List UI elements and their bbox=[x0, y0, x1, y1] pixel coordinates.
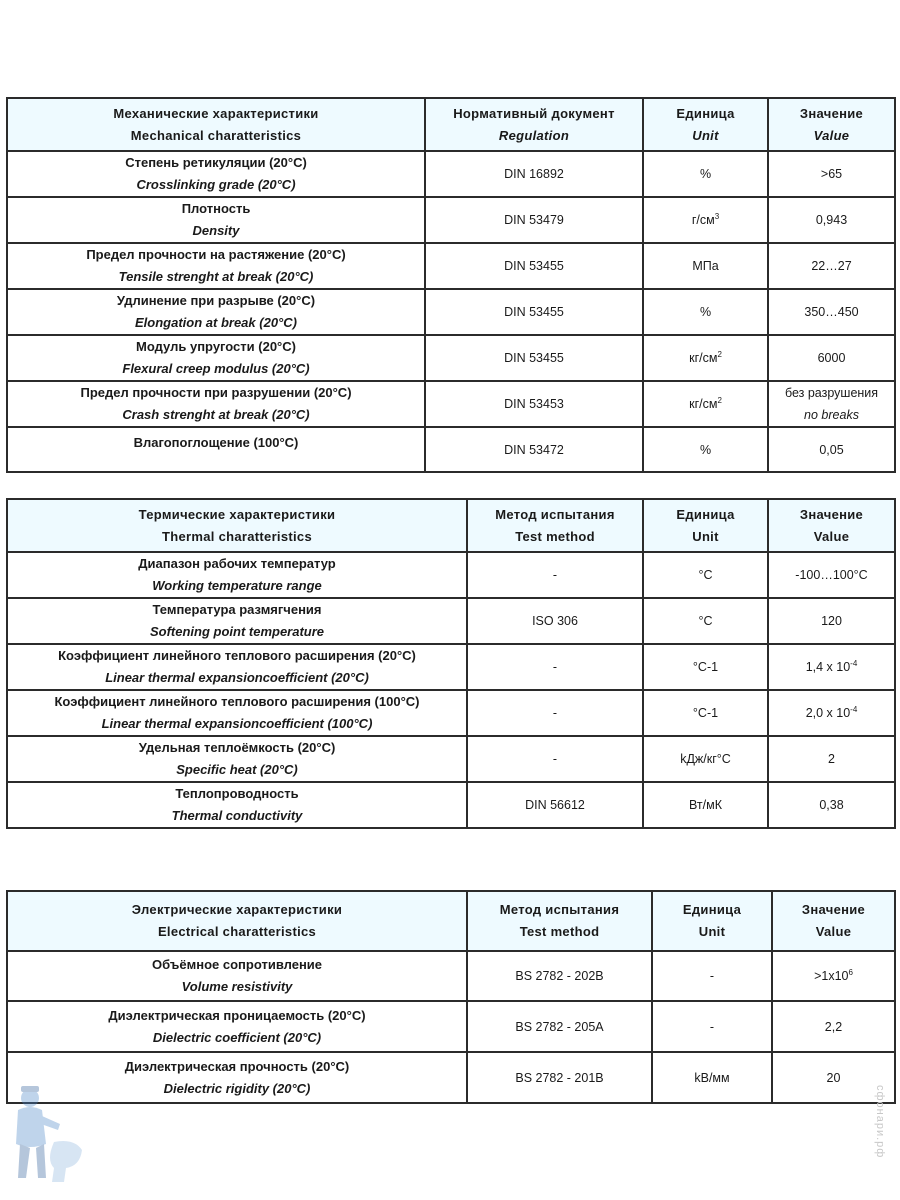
row-name bbox=[7, 552, 467, 598]
header-unit-en: Unit bbox=[698, 924, 726, 939]
electrical-table bbox=[6, 890, 896, 1104]
header-name-en: Electrical charatteristics bbox=[157, 924, 317, 939]
header-name-ru: Электрические характеристики bbox=[131, 902, 343, 917]
row-name-en: Specific heat (20°C) bbox=[176, 762, 298, 777]
row-value: 350…450 bbox=[768, 289, 895, 335]
row-name bbox=[7, 151, 425, 197]
row-unit: - bbox=[652, 1001, 772, 1052]
row-value: -100…100°C bbox=[768, 552, 895, 598]
row-name-ru: Объёмное сопротивление bbox=[151, 957, 323, 972]
row-value-line1: без разрушения bbox=[784, 386, 879, 400]
row-value: 0,38 bbox=[768, 782, 895, 828]
table-row bbox=[7, 552, 895, 598]
header-characteristic bbox=[7, 499, 467, 552]
row-value-text: 2,0 х 10 bbox=[805, 706, 851, 720]
row-method: BS 2782 - 202B bbox=[467, 951, 652, 1001]
table-row bbox=[7, 1001, 895, 1052]
row-name bbox=[7, 598, 467, 644]
table-row bbox=[7, 243, 895, 289]
header-unit-ru: Единица bbox=[676, 105, 735, 121]
header-doc-en: Test method bbox=[515, 528, 595, 544]
table-row bbox=[7, 151, 895, 197]
row-method: BS 2782 - 201B bbox=[467, 1052, 652, 1103]
table-header-row bbox=[7, 98, 895, 151]
row-unit: МПа bbox=[643, 243, 768, 289]
row-name-en: Linear thermal expansioncoefficient (100°C) bbox=[101, 716, 373, 731]
row-value: 20 bbox=[772, 1052, 895, 1103]
row-unit-text: г/см bbox=[691, 213, 715, 227]
row-value-text: >1x10 bbox=[814, 969, 849, 983]
mechanical-table bbox=[6, 97, 896, 473]
header-value bbox=[768, 98, 895, 151]
header-value bbox=[768, 499, 895, 552]
header-value-ru: Значение bbox=[801, 902, 866, 917]
row-unit: % bbox=[643, 151, 768, 197]
row-unit: °C-1 bbox=[643, 644, 768, 690]
row-value: >65 bbox=[768, 151, 895, 197]
row-name-en: Crash strenght at break (20°C) bbox=[122, 407, 310, 422]
row-name bbox=[7, 736, 467, 782]
table-header-row bbox=[7, 499, 895, 552]
row-method: DIN 53472 bbox=[425, 427, 643, 472]
row-value bbox=[768, 690, 895, 736]
row-name bbox=[7, 243, 425, 289]
header-value-ru: Значение bbox=[799, 506, 864, 522]
row-name-en: Flexural creep modulus (20°C) bbox=[122, 361, 310, 376]
row-method: BS 2782 - 205A bbox=[467, 1001, 652, 1052]
row-value-sup: 6 bbox=[848, 967, 853, 977]
header-doc-ru: Метод испытания bbox=[495, 506, 615, 522]
row-name-en: Tensile strenght at break (20°C) bbox=[118, 269, 314, 284]
row-value-line2: no breaks bbox=[804, 408, 859, 422]
row-unit bbox=[643, 335, 768, 381]
row-method: DIN 16892 bbox=[425, 151, 643, 197]
row-name bbox=[7, 690, 467, 736]
row-name bbox=[7, 289, 425, 335]
header-doc bbox=[467, 499, 643, 552]
table-row bbox=[7, 1052, 895, 1103]
header-name-en: Mechanical charatteristics bbox=[130, 127, 302, 143]
row-unit bbox=[643, 197, 768, 243]
row-value bbox=[772, 951, 895, 1001]
row-name-ru: Модуль упругости (20°C) bbox=[136, 339, 296, 354]
header-unit-en: Unit bbox=[692, 528, 719, 544]
row-unit: kВ/мм bbox=[652, 1052, 772, 1103]
header-value-ru: Значение bbox=[799, 105, 864, 121]
row-name-ru: Коэффициент линейного теплового расширения (20°C) bbox=[58, 648, 416, 663]
row-name-en: Elongation at break (20°C) bbox=[135, 315, 297, 330]
header-doc-en: Regulation bbox=[498, 127, 570, 143]
row-value-sup: -4 bbox=[850, 658, 858, 668]
table-row bbox=[7, 782, 895, 828]
row-name-en: Thermal conductivity bbox=[171, 808, 303, 823]
row-method: - bbox=[467, 552, 643, 598]
table-row bbox=[7, 289, 895, 335]
row-value bbox=[768, 381, 895, 427]
row-unit-text: кг/см bbox=[689, 351, 718, 365]
row-value: 2,2 bbox=[772, 1001, 895, 1052]
header-unit bbox=[652, 891, 772, 951]
row-method: DIN 53453 bbox=[425, 381, 643, 427]
row-unit: °C bbox=[643, 598, 768, 644]
row-name-ru: Предел прочности при разрушении (20°C) bbox=[80, 385, 352, 400]
table-row bbox=[7, 335, 895, 381]
row-value: 6000 bbox=[768, 335, 895, 381]
row-name-en: Density bbox=[192, 223, 240, 238]
row-unit: % bbox=[643, 289, 768, 335]
row-unit: - bbox=[652, 951, 772, 1001]
row-value: 22…27 bbox=[768, 243, 895, 289]
header-unit bbox=[643, 499, 768, 552]
header-unit bbox=[643, 98, 768, 151]
row-value-text: 1,4 х 10 bbox=[805, 660, 851, 674]
table-row bbox=[7, 736, 895, 782]
row-name bbox=[7, 1001, 467, 1052]
header-value bbox=[772, 891, 895, 951]
row-name bbox=[7, 782, 467, 828]
table-row bbox=[7, 427, 895, 472]
table-row bbox=[7, 598, 895, 644]
row-method: - bbox=[467, 644, 643, 690]
table-row bbox=[7, 381, 895, 427]
row-name-ru: Теплопроводность bbox=[175, 786, 299, 801]
row-name bbox=[7, 381, 425, 427]
row-name-ru: Степень ретикуляции (20°C) bbox=[125, 155, 307, 170]
row-method: DIN 53455 bbox=[425, 243, 643, 289]
header-value-en: Value bbox=[815, 924, 852, 939]
row-unit-sup: 2 bbox=[717, 395, 722, 405]
row-method: - bbox=[467, 736, 643, 782]
row-name-en: Crosslinking grade (20°C) bbox=[136, 177, 296, 192]
table-row bbox=[7, 644, 895, 690]
row-name-ru: Температура размягчения bbox=[152, 602, 322, 617]
header-unit-ru: Единица bbox=[682, 902, 742, 917]
table-row bbox=[7, 951, 895, 1001]
row-name bbox=[7, 951, 467, 1001]
row-name-ru: Предел прочности на растяжение (20°C) bbox=[86, 247, 346, 262]
row-method: - bbox=[467, 690, 643, 736]
header-characteristic bbox=[7, 98, 425, 151]
row-name-ru: Диапазон рабочих температур bbox=[138, 556, 336, 571]
row-method: ISO 306 bbox=[467, 598, 643, 644]
row-name-ru: Диэлектрическая прочность (20°C) bbox=[124, 1058, 350, 1074]
table-header-row bbox=[7, 891, 895, 951]
row-value-sup: -4 bbox=[850, 704, 858, 714]
header-name-en: Thermal charatteristics bbox=[162, 528, 312, 544]
row-unit: °C-1 bbox=[643, 690, 768, 736]
header-name-ru: Механические характеристики bbox=[113, 105, 319, 121]
header-unit-en: Unit bbox=[692, 127, 719, 143]
header-doc-ru: Нормативный документ bbox=[453, 105, 615, 121]
header-doc-en: Test method bbox=[519, 924, 600, 939]
header-value-en: Value bbox=[813, 528, 850, 544]
row-name-ru: Удлинение при разрыве (20°C) bbox=[116, 293, 316, 308]
row-name bbox=[7, 644, 467, 690]
row-unit: Вт/мК bbox=[643, 782, 768, 828]
row-unit-sup: 2 bbox=[717, 349, 722, 359]
header-name-ru: Термические характеристики bbox=[138, 506, 336, 522]
row-value: 0,943 bbox=[768, 197, 895, 243]
row-unit bbox=[643, 381, 768, 427]
row-method: DIN 56612 bbox=[467, 782, 643, 828]
header-value-en: Value bbox=[813, 127, 850, 143]
row-name-en: Volume resistivity bbox=[181, 979, 293, 994]
header-doc bbox=[467, 891, 652, 951]
row-value: 0,05 bbox=[768, 427, 895, 472]
table-row bbox=[7, 197, 895, 243]
header-unit-ru: Единица bbox=[676, 506, 735, 522]
thermal-table bbox=[6, 498, 896, 829]
row-name-en: Softening point temperature bbox=[149, 624, 325, 639]
row-unit: °C bbox=[643, 552, 768, 598]
row-name bbox=[7, 427, 425, 472]
row-method: DIN 53455 bbox=[425, 289, 643, 335]
row-name-ru: Коэффициент линейного теплового расширения (100°C) bbox=[54, 694, 420, 709]
row-name-en: Working temperature range bbox=[152, 578, 322, 593]
row-method: DIN 53455 bbox=[425, 335, 643, 381]
row-name-en: Dielectric coefficient (20°C) bbox=[152, 1029, 322, 1045]
row-name bbox=[7, 335, 425, 381]
plumber-logo-icon bbox=[8, 1082, 88, 1192]
header-doc bbox=[425, 98, 643, 151]
row-name-ru: Плотность bbox=[181, 201, 251, 216]
row-name bbox=[7, 197, 425, 243]
header-characteristic bbox=[7, 891, 467, 951]
row-name-ru: Диэлектрическая проницаемость (20°C) bbox=[108, 1007, 366, 1023]
row-unit-text: кг/см bbox=[689, 397, 718, 411]
row-value: 2 bbox=[768, 736, 895, 782]
row-value: 120 bbox=[768, 598, 895, 644]
row-name-en: Linear thermal expansioncoefficient (20°C) bbox=[105, 670, 369, 685]
site-watermark: сфонари.рф bbox=[874, 1085, 886, 1159]
row-unit-sup: 3 bbox=[714, 211, 720, 221]
header-doc-ru: Метод испытания bbox=[499, 902, 620, 917]
row-unit: % bbox=[643, 427, 768, 472]
row-value bbox=[768, 644, 895, 690]
row-name-ru: Удельная теплоёмкость (20°C) bbox=[138, 740, 336, 755]
row-name-en: Dielectric rigidity (20°C) bbox=[163, 1080, 311, 1096]
row-unit: kДж/кг°C bbox=[643, 736, 768, 782]
row-method: DIN 53479 bbox=[425, 197, 643, 243]
table-row bbox=[7, 690, 895, 736]
row-name-ru: Влагопоглощение (100°C) bbox=[133, 435, 299, 450]
